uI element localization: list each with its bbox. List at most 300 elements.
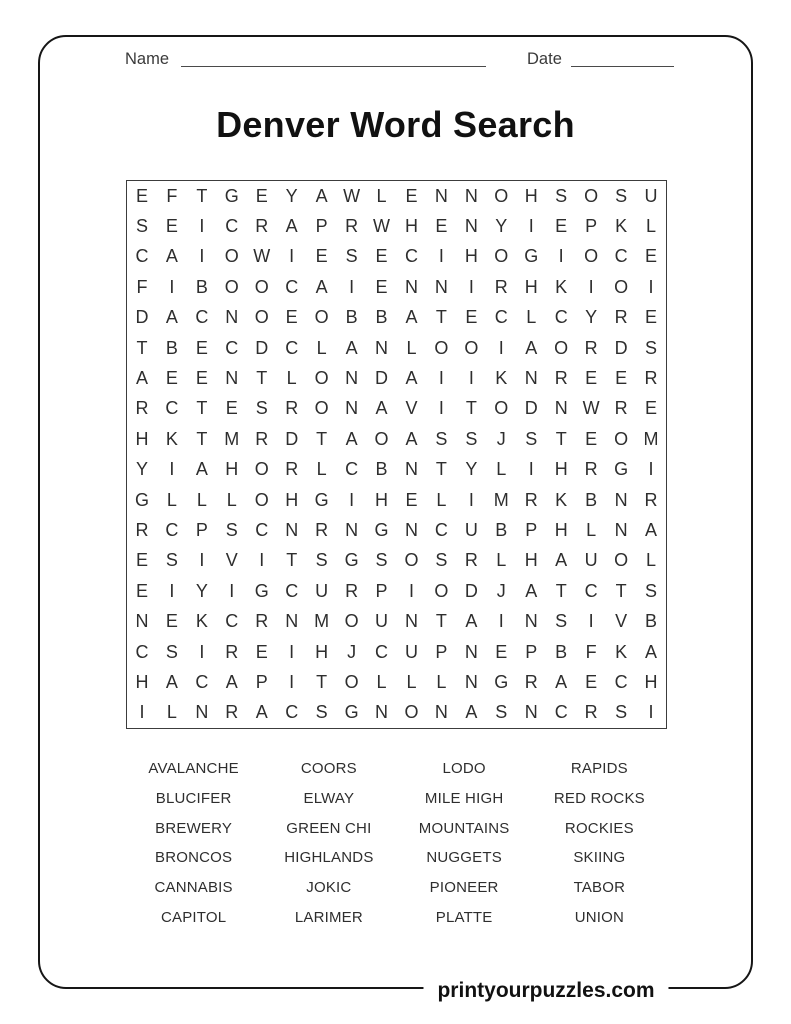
grid-letter: C [135, 641, 149, 662]
grid-letter: I [468, 489, 474, 510]
grid-letter: P [315, 216, 328, 237]
grid-letter: P [195, 519, 208, 540]
grid-letter: V [615, 611, 628, 632]
grid-letter: H [554, 519, 568, 540]
grid-letter: S [165, 641, 178, 662]
grid-letter: D [255, 337, 269, 358]
grid-letter: S [165, 550, 178, 571]
grid-letter: K [555, 489, 568, 510]
grid-letter: O [344, 611, 359, 632]
word-list-item: COORS [300, 760, 357, 778]
grid-letter: T [196, 185, 208, 206]
grid-letter: P [435, 641, 448, 662]
grid-letter: R [345, 580, 359, 601]
word-list-item: RAPIDS [570, 760, 628, 778]
grid-letter: C [494, 307, 508, 328]
grid-letter: R [285, 398, 299, 419]
grid-letter: S [645, 337, 658, 358]
grid-letter: C [285, 580, 299, 601]
grid-letter: N [554, 398, 568, 419]
letter-grid [126, 180, 667, 729]
grid-letter: B [495, 519, 508, 540]
grid-letter: R [554, 368, 568, 389]
grid-letter: S [135, 216, 148, 237]
grid-letter: N [345, 368, 359, 389]
grid-letter: A [645, 519, 658, 540]
grid-letter: I [169, 580, 175, 601]
grid-letter: W [582, 398, 600, 419]
grid-letter: A [375, 398, 388, 419]
grid-letter: I [199, 246, 205, 267]
grid-letter: K [555, 276, 568, 297]
grid-letter: N [524, 611, 538, 632]
grid-letter: C [285, 337, 299, 358]
word-list-item: TABOR [573, 879, 626, 897]
grid-letter: S [555, 611, 568, 632]
grid-letter: I [438, 398, 444, 419]
grid-letter: I [289, 246, 295, 267]
grid-letter: I [648, 459, 654, 480]
grid-letter: P [255, 671, 268, 692]
grid-letter: T [615, 580, 627, 601]
word-list-column [261, 754, 396, 932]
grid-letter: B [345, 307, 358, 328]
word-list-item: LARIMER [294, 908, 363, 926]
grid-letter: U [464, 519, 478, 540]
grid-letter: R [614, 398, 628, 419]
grid-letter: I [259, 550, 265, 571]
grid-letter: I [498, 337, 504, 358]
grid-letter: E [165, 216, 178, 237]
grid-letter: T [316, 671, 328, 692]
word-list-item: LODO [442, 760, 486, 778]
grid-letter: N [434, 702, 448, 723]
grid-letter: N [285, 519, 299, 540]
grid-letter: I [289, 671, 295, 692]
grid-letter: I [528, 216, 534, 237]
grid-letter: W [253, 246, 271, 267]
grid-letter: A [645, 641, 658, 662]
grid-letter: R [255, 216, 269, 237]
grid-letter: S [315, 702, 328, 723]
grid-letter: U [404, 641, 418, 662]
grid-letter: O [554, 337, 569, 358]
grid-letter: R [494, 276, 508, 297]
grid-letter: R [135, 519, 149, 540]
grid-letter: N [135, 611, 149, 632]
grid-letter: K [615, 216, 628, 237]
word-list-item: SKIING [573, 849, 626, 867]
grid-letter: G [614, 459, 629, 480]
grid-letter: L [376, 671, 387, 692]
grid-letter: L [166, 702, 177, 723]
grid-letter: I [349, 489, 355, 510]
grid-letter: O [614, 276, 629, 297]
grid-letter: N [225, 307, 239, 328]
grid-letter: N [345, 519, 359, 540]
grid-letter: A [285, 216, 298, 237]
grid-letter: A [555, 671, 568, 692]
grid-letter: B [585, 489, 598, 510]
name-date-row [125, 50, 678, 69]
grid-letter: O [314, 368, 329, 389]
grid-letter: G [374, 519, 389, 540]
grid-letter: C [165, 519, 179, 540]
grid-letter: J [496, 580, 506, 601]
grid-letter: D [375, 368, 389, 389]
grid-letter: V [225, 550, 238, 571]
grid-letter: S [645, 580, 658, 601]
grid-letter: E [405, 185, 418, 206]
page-title: Denver Word Search [216, 104, 575, 145]
grid-letter: P [525, 519, 538, 540]
grid-letter: E [165, 368, 178, 389]
grid-letter: E [585, 671, 598, 692]
grid-letter: G [494, 671, 509, 692]
grid-letter: N [434, 185, 448, 206]
grid-letter: R [524, 489, 538, 510]
grid-letter: F [136, 276, 148, 297]
grid-letter: I [558, 246, 564, 267]
grid-letter: G [314, 489, 329, 510]
grid-letter: A [465, 611, 478, 632]
grid-letter: C [285, 276, 299, 297]
grid-letter: N [614, 519, 628, 540]
grid-letter: U [644, 185, 658, 206]
word-list-item: BREWERY [155, 819, 233, 837]
grid-letter: R [255, 428, 269, 449]
grid-letter: Y [465, 459, 478, 480]
grid-letter: O [584, 185, 599, 206]
word-list-item: RED ROCKS [553, 790, 645, 808]
grid-letter: N [464, 641, 478, 662]
grid-letter: T [136, 337, 148, 358]
grid-letter: N [195, 702, 209, 723]
grid-letter: E [195, 368, 208, 389]
grid-letter: E [255, 185, 268, 206]
grid-letter: H [524, 550, 538, 571]
grid-letter: B [555, 641, 568, 662]
grid-letter: R [644, 368, 658, 389]
word-list-item: ROCKIES [564, 819, 634, 837]
word-list-item: MOUNTAINS [418, 819, 510, 837]
grid-letter: C [195, 671, 209, 692]
grid-letter: N [464, 671, 478, 692]
grid-letter: H [644, 671, 658, 692]
grid-letter: E [645, 398, 658, 419]
grid-letter: R [315, 519, 329, 540]
word-list-item: BLUCIFER [155, 790, 232, 808]
grid-letter: G [254, 580, 269, 601]
grid-letter: B [375, 307, 388, 328]
grid-letter: S [615, 702, 628, 723]
grid-letter: N [404, 519, 418, 540]
grid-letter: O [434, 580, 449, 601]
grid-letter: R [135, 398, 149, 419]
grid-letter: A [225, 671, 238, 692]
grid-letter: A [135, 368, 148, 389]
grid-letter: I [588, 611, 594, 632]
word-list-item: AVALANCHE [148, 760, 239, 778]
grid-letter: E [645, 307, 658, 328]
grid-letter: I [349, 276, 355, 297]
grid-letter: L [646, 550, 657, 571]
grid-letter: J [496, 428, 506, 449]
name-blank-line [181, 51, 486, 67]
grid-letter: S [435, 428, 448, 449]
grid-letter: L [316, 337, 327, 358]
grid-letter: C [614, 671, 628, 692]
grid-letter: G [344, 550, 359, 571]
grid-letter: R [614, 307, 628, 328]
grid-letter: L [376, 185, 387, 206]
grid-letter: L [316, 459, 327, 480]
grid-letter: L [436, 489, 447, 510]
grid-letter: S [375, 550, 388, 571]
grid-letter: H [464, 246, 478, 267]
grid-letter: N [345, 398, 359, 419]
grid-letter: C [554, 307, 568, 328]
grid-letter: E [375, 246, 388, 267]
grid-letter: O [434, 337, 449, 358]
grid-letter: S [525, 428, 538, 449]
grid-letter: H [315, 641, 329, 662]
grid-letter: Y [135, 459, 148, 480]
grid-letter: F [166, 185, 178, 206]
grid-letter: N [434, 276, 448, 297]
grid-letter: I [229, 580, 235, 601]
grid-letter: N [464, 185, 478, 206]
grid-letter: N [464, 216, 478, 237]
grid-letter: R [584, 459, 598, 480]
grid-letter: D [285, 428, 299, 449]
word-list-column [126, 754, 261, 932]
grid-letter: E [195, 337, 208, 358]
grid-letter: S [495, 702, 508, 723]
word-list-column [532, 754, 667, 932]
grid-letter: K [165, 428, 178, 449]
grid-letter: A [525, 337, 538, 358]
grid-letter: R [644, 489, 658, 510]
grid-letter: H [375, 489, 389, 510]
grid-letter: P [525, 641, 538, 662]
grid-letter: A [345, 337, 358, 358]
grid-letter: I [588, 276, 594, 297]
word-list-item: JOKIC [306, 879, 352, 897]
grid-letter: L [226, 489, 237, 510]
grid-letter: G [524, 246, 539, 267]
grid-letter: A [555, 550, 568, 571]
word-list-item: NUGGETS [426, 849, 502, 867]
grid-letter: G [344, 702, 359, 723]
grid-letter: I [199, 641, 205, 662]
grid-letter: E [165, 611, 178, 632]
grid-letter: R [285, 459, 299, 480]
grid-letter: L [166, 489, 177, 510]
word-list-item: HIGHLANDS [284, 849, 374, 867]
grid-letter: I [648, 276, 654, 297]
grid-letter: S [435, 550, 448, 571]
grid-letter: O [314, 307, 329, 328]
grid-letter: R [524, 671, 538, 692]
grid-letter: B [195, 276, 208, 297]
grid-letter: I [169, 276, 175, 297]
grid-letter: M [493, 489, 509, 510]
grid-letter: E [225, 398, 238, 419]
grid-letter: I [139, 702, 145, 723]
grid-letter: I [528, 459, 534, 480]
grid-letter: E [405, 489, 418, 510]
grid-letter: L [496, 459, 507, 480]
grid-letter: T [435, 307, 447, 328]
grid-letter: I [468, 368, 474, 389]
grid-letter: A [195, 459, 208, 480]
grid-letter: O [344, 671, 359, 692]
grid-letter: U [375, 611, 389, 632]
word-list-item: GREEN CHI [286, 819, 372, 837]
grid-letter: R [584, 337, 598, 358]
grid-letter: O [494, 246, 509, 267]
grid-letter: P [585, 216, 598, 237]
grid-letter: C [584, 580, 598, 601]
grid-letter: H [524, 276, 538, 297]
grid-letter: E [135, 580, 148, 601]
grid-letter: Y [285, 185, 298, 206]
word-list-item: ELWAY [303, 790, 355, 808]
grid-letter: C [614, 246, 628, 267]
date-blank-line [571, 51, 674, 67]
grid-letter: O [404, 702, 419, 723]
grid-letter: R [255, 611, 269, 632]
grid-letter: D [524, 398, 538, 419]
grid-letter: N [404, 276, 418, 297]
word-list-item: PLATTE [435, 908, 493, 926]
grid-letter: I [498, 611, 504, 632]
grid-letter: N [614, 489, 628, 510]
grid-letter: O [464, 337, 479, 358]
grid-letter: W [373, 216, 391, 237]
grid-letter: L [496, 550, 507, 571]
grid-letter: I [408, 580, 414, 601]
grid-letter: B [165, 337, 178, 358]
grid-letter: D [135, 307, 149, 328]
grid-letter: E [555, 216, 568, 237]
grid-letter: E [615, 368, 628, 389]
grid-letter: R [464, 550, 478, 571]
grid-letter: C [434, 519, 448, 540]
grid-letter: H [135, 671, 149, 692]
grid-letter: T [435, 459, 447, 480]
grid-letter: P [375, 580, 388, 601]
grid-letter: U [584, 550, 598, 571]
grid-letter: S [555, 185, 568, 206]
grid-letter: O [374, 428, 389, 449]
grid-letter: I [199, 550, 205, 571]
grid-letter: Y [495, 216, 508, 237]
word-list [126, 754, 667, 932]
grid-letter: I [199, 216, 205, 237]
grid-letter: R [584, 702, 598, 723]
grid-letter: T [316, 428, 328, 449]
grid-letter: J [347, 641, 357, 662]
grid-letter: A [165, 246, 178, 267]
grid-letter: G [134, 489, 149, 510]
word-list-item: UNION [574, 908, 625, 926]
grid-letter: I [438, 368, 444, 389]
grid-letter: Y [585, 307, 598, 328]
grid-letter: C [165, 398, 179, 419]
grid-letter: N [375, 337, 389, 358]
grid-letter: K [195, 611, 208, 632]
grid-letter: R [345, 216, 359, 237]
grid-letter: A [165, 307, 178, 328]
grid-letter: S [615, 185, 628, 206]
grid-letter: L [646, 216, 657, 237]
grid-letter: O [224, 246, 239, 267]
word-list-column [397, 754, 532, 932]
grid-letter: A [315, 185, 328, 206]
grid-letter: I [468, 276, 474, 297]
grid-letter: T [256, 368, 268, 389]
grid-letter: O [254, 489, 269, 510]
grid-letter: E [465, 307, 478, 328]
grid-letter: O [404, 550, 419, 571]
grid-letter: L [586, 519, 597, 540]
grid-letter: D [464, 580, 478, 601]
grid-letter: O [494, 185, 509, 206]
grid-letter: O [314, 398, 329, 419]
grid-letter: F [585, 641, 597, 662]
footer-site-label: printyourpuzzles.com [423, 979, 668, 1003]
grid-letter: H [554, 459, 568, 480]
word-list-item: MILE HIGH [424, 790, 504, 808]
grid-letter: C [255, 519, 269, 540]
grid-letter: C [375, 641, 389, 662]
grid-letter: V [405, 398, 418, 419]
grid-letter: A [525, 580, 538, 601]
grid-letter: I [289, 641, 295, 662]
grid-letter: K [615, 641, 628, 662]
grid-letter: H [285, 489, 299, 510]
grid-letter: O [494, 398, 509, 419]
grid-letter: N [524, 702, 538, 723]
grid-letter: E [645, 246, 658, 267]
grid-letter: M [643, 428, 659, 449]
grid-letter: A [255, 702, 268, 723]
grid-letter: I [648, 702, 654, 723]
grid-letter: C [285, 702, 299, 723]
grid-letter: C [225, 337, 239, 358]
grid-letter: N [285, 611, 299, 632]
word-list-item: PIONEER [429, 879, 499, 897]
grid-letter: R [225, 702, 239, 723]
grid-letter: Y [195, 580, 208, 601]
grid-letter: N [225, 368, 239, 389]
grid-letter: O [254, 307, 269, 328]
grid-letter: E [315, 246, 328, 267]
grid-letter: M [224, 428, 240, 449]
grid-letter: O [224, 276, 239, 297]
grid-letter: A [165, 671, 178, 692]
grid-letter: O [614, 428, 629, 449]
grid-letter: B [375, 459, 388, 480]
grid-letter: E [255, 641, 268, 662]
grid-letter: C [554, 702, 568, 723]
grid-letter: T [196, 398, 208, 419]
grid-letter: A [315, 276, 328, 297]
grid-letter: E [135, 185, 148, 206]
grid-letter: E [495, 641, 508, 662]
